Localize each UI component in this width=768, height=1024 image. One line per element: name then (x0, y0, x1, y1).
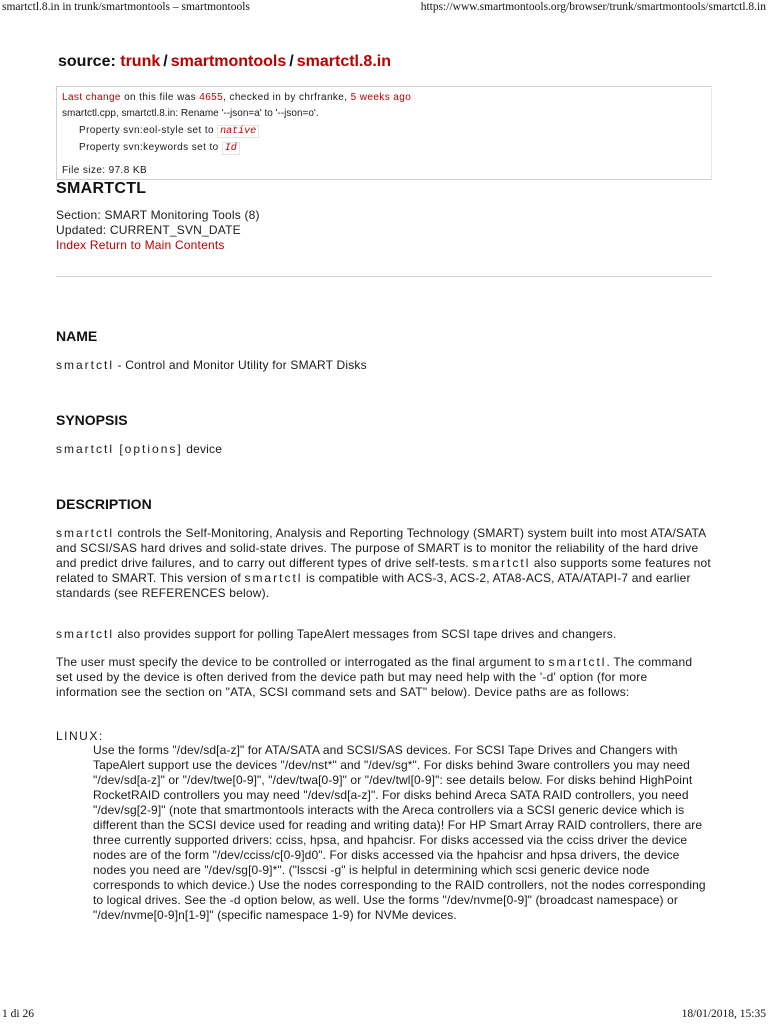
return-main-link[interactable]: Return to Main Contents (89, 238, 225, 252)
man-updated: Updated: CURRENT_SVN_DATE (56, 223, 241, 237)
print-header (0, 0, 768, 16)
breadcrumb-smartmontools[interactable]: smartmontools (170, 53, 287, 70)
age-link[interactable]: 5 weeks ago (350, 92, 412, 103)
page-title: SMARTCTL (56, 180, 147, 197)
name-paragraph: smartctl - Control and Monitor Utility for SMART Disks (56, 358, 367, 372)
breadcrumb-file[interactable]: smartctl.8.in (296, 53, 391, 70)
file-size: File size: 97.8 KB (62, 165, 148, 176)
man-section: Section: SMART Monitoring Tools (8) (56, 208, 260, 222)
revision-link[interactable]: 4655 (199, 92, 224, 103)
description-heading: DESCRIPTION (56, 496, 152, 512)
property-keywords: Property svn:keywords set to Id (79, 142, 240, 154)
last-change-line: Last change on this file was 4655, checked in by chrfranke, 5 weeks ago (62, 92, 412, 103)
description-paragraph-1: smartctl controls the Self-Monitoring, Analysis and Reporting Technology (SMART) system built into most ATA/SATA and SCSI/SAS hard drives and solid-state drives. The purpose of SMART is to monitor the reliability of the hard drive and predict drive failures, and to carry out different types of drive self-tests. smartctl also supports some features not related to SMART. This version of smartctl is compatible with ACS-3, ACS-2, ATA8-ACS, ATA/ATAPI-7 and earlier standards (see REFERENCES below). (56, 526, 711, 600)
property-eol-value: native (217, 125, 259, 138)
print-page-title: smartctl.8.in in trunk/smartmontools – smartmontools (2, 1, 250, 13)
description-paragraph-2: smartctl also provides support for polling TapeAlert messages from SCSI tape drives and changers. (56, 627, 617, 641)
description-paragraph-3: The user must specify the device to be controlled or interrogated as the final argument to smartctl. The command set used by the device is often derived from the device path but may need help with the '-d' option (for more information see the section on "ATA, SCSI command sets and SAT" below). Device paths are as follows: (56, 655, 693, 699)
print-date: 18/01/2018, 15:35 (681, 1008, 766, 1020)
print-page-url: https://www.smartmontools.org/browser/trunk/smartmontools/smartctl.8.in (420, 1, 766, 13)
property-keywords-value: Id (222, 142, 240, 155)
linux-definition: Use the forms "/dev/sd[a-z]" for ATA/SATA and SCSI/SAS devices. For SCSI Tape Drives and Changers with TapeAlert support use the devices "/dev/nst*" and "/dev/sg*". For disks behind 3ware controllers you may need "/dev/sd[a-z]" or "/dev/twe[0-9]", "/dev/twa[0-9]" or "/dev/twl[0-9]": see details below. For disks behind HighPoint RocketRAID controllers you may need "/dev/sd[a-z]". For disks behind Areca SATA RAID controllers, you need "/dev/sg[2-9]" (note that smartmontools interacts with the Areca controllers via a SCSI generic device which is different than the SCSI device used for reading and writing data)! For HP Smart Array RAID controllers, there are three currently supported drivers: cciss, hpsa, and hpahcisr. For disks accessed via the cciss driver the device nodes are of the form "/dev/cciss/c[0-9]d0". For disks accessed via the hpahcisr and hpsa drivers, the device nodes you need are "/dev/sg[0-9]*". ("lsscsi -g" is helpful in determining which scsi generic device node corresponds to which device.) Use the nodes corresponding to the RAID controllers, not the nodes corresponding to logical drives. See the -d option below, as well. Use the forms "/dev/nvme[0-9]" (broadcast namespace) or "/dev/nvme[0-9]n[1-9]" (specific namespace 1-9) for NVMe devices. (93, 743, 706, 922)
divider (56, 276, 712, 277)
breadcrumb-trunk[interactable]: trunk (120, 53, 161, 70)
print-footer (0, 1006, 768, 1024)
linux-term: LINUX: (56, 729, 104, 743)
property-eol-style: Property svn:eol-style set to native (79, 125, 259, 137)
source-label: source: (58, 53, 116, 70)
commit-message: smartctl.cpp, smartctl.8.in: Rename '--json=a' to '--json=o'. (62, 108, 319, 119)
changeset-info-box (56, 86, 712, 180)
index-link[interactable]: Index (56, 238, 87, 252)
name-heading: NAME (56, 328, 98, 344)
page-number: 1 di 26 (2, 1008, 34, 1020)
last-change-link[interactable]: Last change (62, 92, 121, 103)
synopsis-heading: SYNOPSIS (56, 412, 128, 428)
synopsis-paragraph: smartctl [options] device (56, 442, 223, 456)
man-links (56, 238, 225, 252)
source-breadcrumb: source: trunk / smartmontools / smartctl.8.in (58, 53, 391, 70)
